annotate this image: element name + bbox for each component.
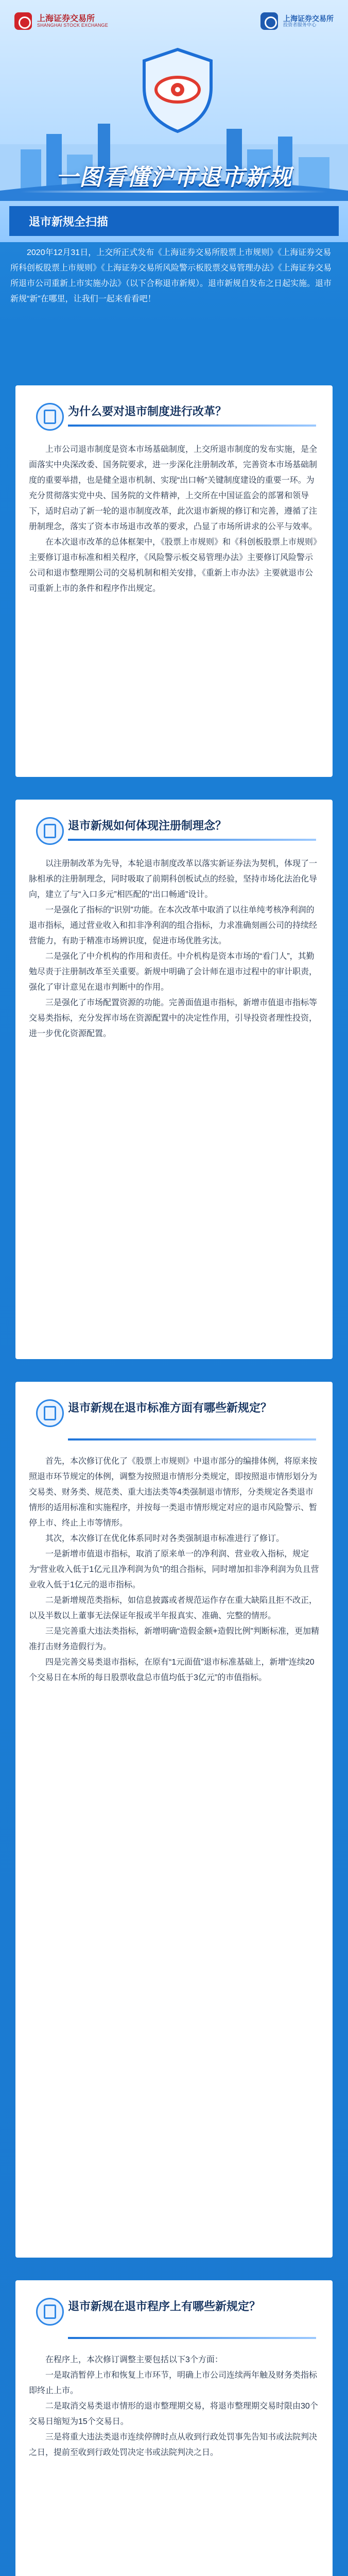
question-header: [29, 2280, 319, 2337]
answer-text: [29, 856, 319, 1042]
sse-logo-icon: [14, 12, 32, 30]
sse-logo: [14, 12, 108, 30]
answer-paragraph: 首先，本次修订优化了《股票上市规则》中退市部分的编排体例，将原来按照退市环节规定的体例，调整为按照退市情形分类规定，即按照退市情形划分为交易类、财务类、规范类、重大违法类等4类强制退市情形，分类规定各类退市情形的适用标准和实施程序，并按每一类退市情形规定对应的退市风险警示、暂停上市、终止上市等情形。: [29, 1457, 318, 1528]
section-banner: [9, 206, 339, 236]
sse-logo-cn: 上海证券交易所: [37, 13, 95, 23]
answer-paragraph: 一是强化了指标的“识别”功能。在本次改革中取消了以往单纯考核净利润的退市指标，通过营业收入和扣非净利润的组合指标，力求准确刻画公司的持续经营能力，有助于精准市场辨识度，促进市场优胜劣汰。: [29, 906, 318, 945]
intro-paragraph: 2020年12月31日，上交所正式发布《上海证券交易所股票上市规则》《上海证券交易所科创板股票上市规则》《上海证券交易所风险警示板股票交易管理办法》《上海证券交易所退市公司重新上市实施办法》（以下合称退市新规）。退市新规自发布之日起实施。退市新规“新”在哪里，让我们一起来看看吧！: [10, 248, 332, 303]
question-title: 退市新规在退市标准方面有哪些新规定？: [68, 1401, 272, 1414]
hero-illustration: [0, 36, 348, 201]
investor-center-cn: 上海证券交易所: [283, 14, 334, 23]
answer-paragraph: 二是取消交易类退市情形的退市整理期交易，将退市整理期交易时限由30个交易日缩短为15个交易日。: [29, 2402, 318, 2426]
qa-card-1: [15, 385, 333, 777]
qa-card-4: [15, 2280, 333, 2576]
question-header: [29, 1382, 319, 1438]
search-document-icon: [36, 817, 64, 845]
answer-paragraph: 在程序上，本次修订调整主要包括以下3个方面：: [45, 2355, 223, 2364]
checklist-icon: [36, 1399, 64, 1427]
question-underline: [68, 1438, 316, 1440]
answer-paragraph: 一是取消暂停上市和恢复上市环节，明确上市公司连续两年触及财务类指标即终止上市。: [29, 2371, 318, 2395]
qa-card-2: [15, 800, 333, 1359]
section-title: 退市新规全扫描: [29, 215, 109, 228]
answer-paragraph: 一是新增市值退市指标，取消了原来单一的净利润、营业收入指标，规定为“营业收入低于1亿元且净利润为负”的组合指标，同时增加扣非净利润为负且营业收入低于1亿元的退市指标。: [29, 1550, 319, 1589]
question-header: [29, 800, 319, 856]
answer-paragraph: 以注册制改革为先导，本轮退市制度改革以落实新证券法为契机，体现了一脉相承的注册制理念，同时吸取了前期科创板试点的经验，坚持市场化法治化导向，建立了与“入口多元”相匹配的“出口畅通”设计。: [29, 859, 318, 899]
answer-text: [29, 2352, 319, 2461]
question-underline: [68, 839, 316, 841]
answer-paragraph: 二是新增规范类指标，如信息披露或者规范运作存在重大缺陷且拒不改正，以及半数以上董事无法保证年报或半年报真实、准确、完整的情形。: [29, 1596, 318, 1620]
sse-logo-en: SHANGHAI STOCK EXCHANGE: [37, 22, 108, 28]
question-underline: [68, 425, 316, 427]
question-title: 退市新规如何体现注册制理念？: [68, 819, 227, 832]
question-title: 退市新规在退市程序上有哪些新规定？: [68, 2300, 261, 2313]
hero-title: 一图看懂沪市退市新规: [56, 165, 292, 190]
answer-paragraph: 上市公司退市制度是资本市场基础制度，上交所退市制度的发布实施，是全面落实中央深改委、国务院要求，进一步深化注册制改革，完善资本市场基础制度的重要举措，也是健全退市机制、实现“出口畅”关键制度建设的重要一环。为充分贯彻落实党中央、国务院的文件精神，上交所在中国证监会的部署和领导下，适时启动了新一轮的退市制度改革，此次退市新规的修订和完善，遵循了注册制理念，落实了资本市场退市改革的要求，凸显了市场所讲求的公平与效率。: [29, 445, 318, 531]
document-icon: [36, 403, 64, 431]
question-underline: [68, 2337, 316, 2339]
answer-text: [29, 1454, 319, 1686]
intro-text: [10, 245, 338, 307]
hero-divider: [21, 191, 327, 193]
question-header: [29, 385, 319, 442]
answer-paragraph: 三是将重大违法类退市连续停牌时点从收到行政处罚事先告知书或法院判决之日，提前至收到行政处罚决定书或法院判决之日。: [29, 2433, 318, 2457]
answer-paragraph: 在本次退市改革的总体框架中，《股票上市规则》和《科创板股票上市规则》主要修订退市标准和相关程序，《风险警示板交易管理办法》主要修订风险警示公司和退市整理期公司的交易机制和相关安排，《重新上市办法》主要就退市公司重新上市的条件和程序作出规定。: [29, 538, 318, 593]
logo-bar: [14, 11, 334, 31]
answer-paragraph: 四是完善交易类退市指标，在原有“1元面值”退市标准基础上，新增“连续20个交易日在本所的每日股票收盘总市值均低于3亿元”的市值指标。: [29, 1658, 315, 1682]
answer-text: [29, 442, 319, 597]
answer-paragraph: 其次，本次修订在优化体系同时对各类强制退市标准进行了修订。: [45, 1534, 285, 1543]
shield-eye-icon: [139, 46, 216, 134]
presentation-icon: [36, 2298, 64, 2326]
question-title: 为什么要对退市制度进行改革？: [68, 405, 227, 418]
answer-paragraph: 三是强化了市场配置资源的功能。完善面值退市指标，新增市值退市指标等交易类指标，充分发挥市场在资源配置中的决定性作用，引导投资者理性投资，进一步优化资源配置。: [29, 998, 318, 1038]
answer-paragraph: 二是强化了中介机构的作用和责任。中介机构是资本市场的“看门人”，其勤勉尽责于注册制改革至关重要。新规中明确了会计师在退市过程中的审计职责，强化了审计意见在退市判断中的作用。: [29, 952, 318, 992]
qa-card-3: [15, 1382, 333, 2258]
investor-center-icon: [260, 12, 278, 30]
answer-paragraph: 三是完善重大违法类指标，新增明确“造假金额+造假比例”判断标准，更加精准打击财务造假行为。: [29, 1627, 320, 1651]
investor-center-en: 投资者服务中心: [283, 22, 317, 27]
investor-center-logo: [260, 12, 334, 30]
header-banner: [0, 0, 348, 242]
